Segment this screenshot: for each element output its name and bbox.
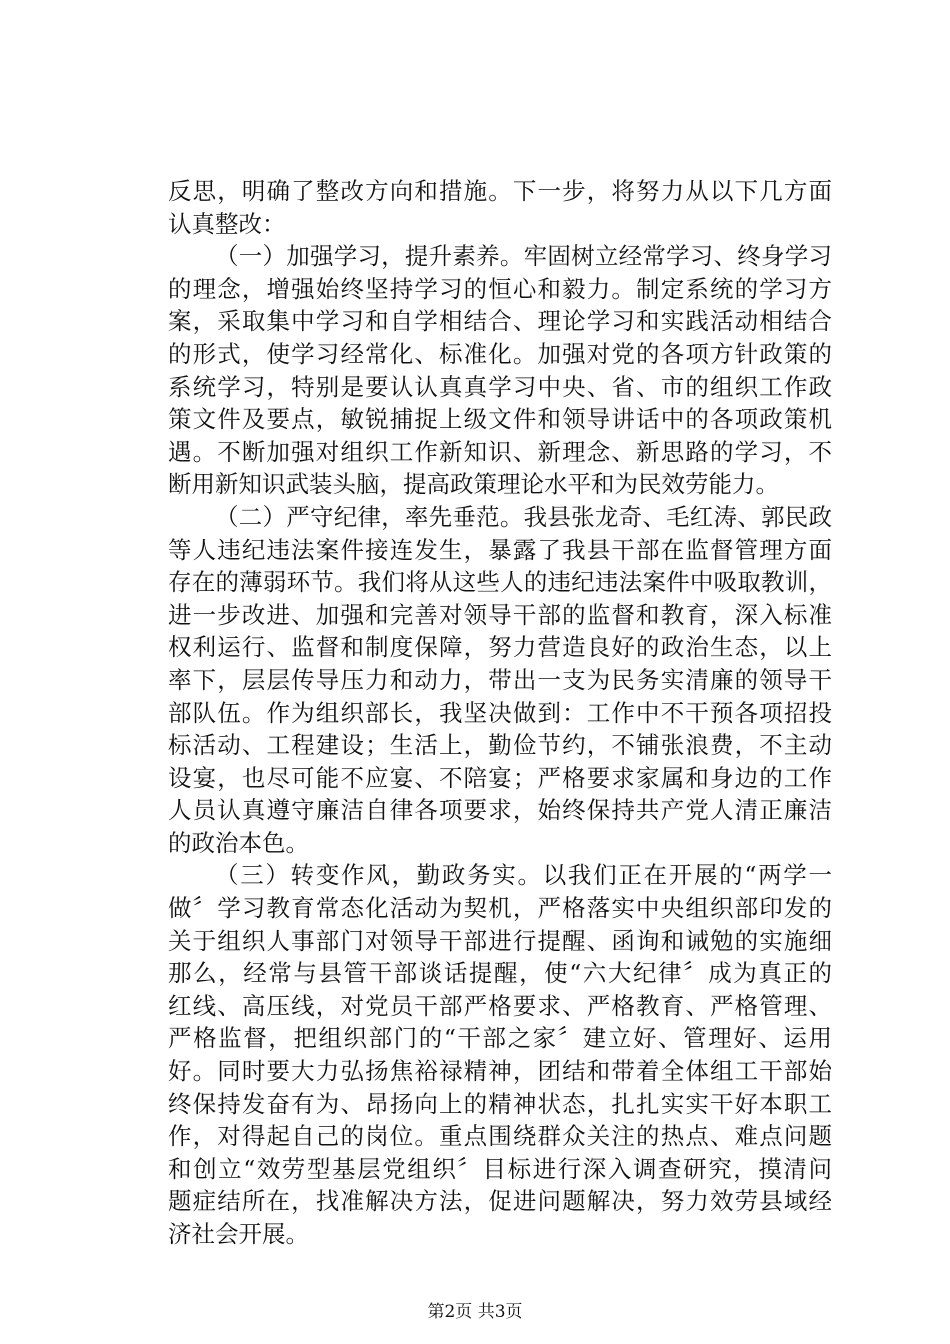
text-line: 权利运行、监督和制度保障，努力营造良好的政治生态，以上 bbox=[168, 633, 832, 662]
text-line: 标活动、工程建设；生活上，勤俭节约，不铺张浪费，不主动 bbox=[168, 731, 832, 760]
text-line: 终保持发奋有为、昂扬向上的精神状态，扎扎实实干好本职工 bbox=[168, 1089, 832, 1118]
text-line: 红线、高压线，对党员干部严格要求、严格教育、严格管理、 bbox=[168, 991, 832, 1020]
text-line: 遇。不断加强对组织工作新知识、新理念、新思路的学习，不 bbox=[168, 437, 832, 466]
text-line: 部队伍。作为组织部长，我坚决做到：工作中不干预各项招投 bbox=[168, 698, 832, 727]
page-footer: 第2页 共3页 bbox=[427, 1302, 523, 1322]
text-line: 人员认真遵守廉洁自律各项要求，始终保持共产党人清正廉洁 bbox=[168, 796, 832, 825]
text-line: 断用新知识武装头脑，提高政策理论水平和为民效劳能力。 bbox=[168, 470, 779, 499]
text-line: 那么，经常与县管干部谈话提醒，使“六大纪律〞成为真正的 bbox=[168, 959, 832, 988]
document-body bbox=[168, 175, 832, 1251]
text-line: 做〞学习教育常态化活动为契机，严格落实中央组织部印发的 bbox=[168, 894, 832, 923]
text-line: 的形式，使学习经常化、标准化。加强对党的各项方针政策的 bbox=[168, 339, 832, 368]
text-line: 题症结所在，找准解决方法，促进问题解决，努力效劳县域经 bbox=[168, 1187, 832, 1216]
text-line: 存在的薄弱环节。我们将从这些人的违纪违法案件中吸取教训， bbox=[168, 568, 832, 597]
text-line: 率下，层层传导压力和动力，带出一支为民务实清廉的领导干 bbox=[168, 665, 832, 694]
text-line: 进一步改进、加强和完善对领导干部的监督和教育，深入标准 bbox=[168, 600, 832, 629]
text-line: 等人违纪违法案件接连发生，暴露了我县干部在监督管理方面 bbox=[168, 535, 832, 564]
text-line: 的政治本色。 bbox=[168, 828, 309, 857]
text-line: 和创立“效劳型基层党组织〞目标进行深入调查研究，摸清问 bbox=[168, 1154, 832, 1183]
text-line: 策文件及要点，敏锐捕捉上级文件和领导讲话中的各项政策机 bbox=[168, 405, 832, 434]
text-line: 好。同时要大力弘扬焦裕禄精神，团结和带着全体组工干部始 bbox=[168, 1057, 832, 1086]
text-line: 作，对得起自己的岗位。重点围绕群众关注的热点、难点问题 bbox=[168, 1122, 832, 1151]
text-line: 案，采取集中学习和自学相结合、理论学习和实践活动相结合 bbox=[168, 307, 832, 336]
text-line: 认真整改： bbox=[168, 209, 286, 238]
text-line: 关于组织人事部门对领导干部进行提醒、函询和诫勉的实施细 bbox=[168, 926, 832, 955]
text-line: 系统学习，特别是要认认真真学习中央、省、市的组织工作政 bbox=[168, 372, 832, 401]
text-line: （三）转变作风，勤政务实。以我们正在开展的“两学一 bbox=[215, 861, 832, 890]
text-line: 严格监督，把组织部门的“干部之家〞建立好、管理好、运用 bbox=[168, 1024, 832, 1053]
text-line: 反思，明确了整改方向和措施。下一步，将努力从以下几方面 bbox=[168, 177, 832, 205]
text-line: （一）加强学习，提升素养。牢固树立经常学习、终身学习 bbox=[215, 242, 832, 271]
text-line: （二）严守纪律，率先垂范。我县张龙奇、毛红涛、郭民政 bbox=[215, 502, 832, 531]
text-line: 设宴，也尽可能不应宴、不陪宴；严格要求家属和身边的工作 bbox=[168, 763, 832, 792]
text-line: 的理念，增强始终坚持学习的恒心和毅力。制定系统的学习方 bbox=[168, 274, 832, 303]
text-line: 济社会开展。 bbox=[168, 1220, 309, 1248]
